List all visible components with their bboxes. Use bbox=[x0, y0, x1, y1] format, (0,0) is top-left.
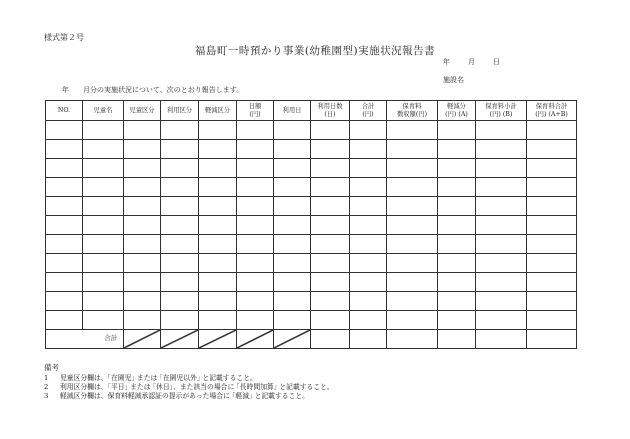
table-cell[interactable] bbox=[387, 292, 438, 311]
column-header-line: 軽減区分 bbox=[204, 106, 231, 114]
table-cell[interactable] bbox=[83, 235, 124, 254]
total-cell[interactable] bbox=[438, 330, 476, 349]
table-cell[interactable] bbox=[83, 216, 124, 235]
table-cell[interactable] bbox=[199, 178, 237, 197]
table-cell[interactable] bbox=[83, 197, 124, 216]
table-cell[interactable] bbox=[387, 311, 438, 330]
table-cell[interactable] bbox=[350, 159, 387, 178]
table-cell[interactable] bbox=[527, 140, 577, 159]
table-cell[interactable] bbox=[311, 292, 350, 311]
table-row bbox=[46, 311, 577, 330]
table-cell[interactable] bbox=[274, 121, 311, 140]
table-cell[interactable] bbox=[527, 273, 577, 292]
table-cell[interactable] bbox=[274, 273, 311, 292]
table-cell[interactable] bbox=[438, 121, 476, 140]
table-cell[interactable] bbox=[350, 273, 387, 292]
table-cell[interactable] bbox=[438, 178, 476, 197]
table-cell[interactable] bbox=[124, 254, 161, 273]
table-cell[interactable] bbox=[83, 254, 124, 273]
date-month-label: 月 bbox=[468, 58, 475, 66]
table-cell[interactable] bbox=[237, 311, 274, 330]
table-cell[interactable] bbox=[274, 197, 311, 216]
table-cell[interactable] bbox=[476, 216, 527, 235]
table-cell[interactable] bbox=[527, 292, 577, 311]
diagonal-slash-cell bbox=[274, 330, 311, 349]
table-cell[interactable] bbox=[124, 292, 161, 311]
table-cell[interactable] bbox=[350, 216, 387, 235]
column-header bbox=[274, 101, 311, 121]
table-cell[interactable] bbox=[438, 216, 476, 235]
table-cell[interactable] bbox=[387, 216, 438, 235]
table-row bbox=[46, 197, 577, 216]
table-cell[interactable] bbox=[46, 273, 83, 292]
table-cell[interactable] bbox=[161, 292, 199, 311]
diagonal-slash-cell bbox=[199, 330, 237, 349]
column-header-line: (円) bbox=[362, 110, 374, 118]
table-cell[interactable] bbox=[199, 292, 237, 311]
table-cell[interactable] bbox=[237, 140, 274, 159]
notes-title: 備考 bbox=[44, 363, 59, 372]
table-cell[interactable] bbox=[274, 235, 311, 254]
table-cell[interactable] bbox=[46, 311, 83, 330]
table-cell[interactable] bbox=[476, 121, 527, 140]
table-cell[interactable] bbox=[124, 121, 161, 140]
column-header bbox=[527, 101, 577, 121]
table-cell[interactable] bbox=[274, 311, 311, 330]
report-date bbox=[443, 57, 500, 67]
form-number: 様式第２号 bbox=[44, 33, 84, 42]
table-cell[interactable] bbox=[311, 159, 350, 178]
table-row bbox=[46, 178, 577, 197]
table-cell[interactable] bbox=[124, 159, 161, 178]
table-cell[interactable] bbox=[199, 311, 237, 330]
table-cell[interactable] bbox=[161, 197, 199, 216]
column-header-line: 徴収額(円) bbox=[396, 110, 428, 118]
table-cell[interactable] bbox=[83, 311, 124, 330]
diagonal-slash-cell bbox=[124, 330, 161, 349]
table-cell[interactable] bbox=[83, 178, 124, 197]
column-header-line: 合計 bbox=[361, 102, 375, 110]
table-cell[interactable] bbox=[274, 292, 311, 311]
note-text: 軽減区分欄は、保育料軽減承認証の提示があった場合に ｢軽減｣ と記載すること。 bbox=[60, 392, 309, 400]
table-cell[interactable] bbox=[274, 254, 311, 273]
table-cell[interactable] bbox=[438, 159, 476, 178]
table-cell[interactable] bbox=[387, 178, 438, 197]
table-header-row bbox=[46, 101, 577, 121]
diagonal-slash-cell bbox=[161, 330, 199, 349]
column-header-line: 利用区分 bbox=[166, 106, 193, 114]
table-cell[interactable] bbox=[311, 254, 350, 273]
column-header-line: 保育料 bbox=[402, 102, 422, 110]
note-number: 3 bbox=[44, 392, 49, 400]
table-cell[interactable] bbox=[387, 140, 438, 159]
table-cell[interactable] bbox=[199, 159, 237, 178]
table-cell[interactable] bbox=[237, 178, 274, 197]
total-cell[interactable] bbox=[350, 330, 387, 349]
table-cell[interactable] bbox=[124, 178, 161, 197]
table-cell[interactable] bbox=[161, 140, 199, 159]
table-cell[interactable] bbox=[46, 121, 83, 140]
column-header bbox=[161, 101, 199, 121]
column-header-line: 児童区分 bbox=[129, 106, 155, 114]
table-cell[interactable] bbox=[161, 235, 199, 254]
table-cell[interactable] bbox=[46, 197, 83, 216]
table-cell[interactable] bbox=[387, 159, 438, 178]
table-cell[interactable] bbox=[237, 235, 274, 254]
table-cell[interactable] bbox=[476, 292, 527, 311]
total-cell[interactable] bbox=[387, 330, 438, 349]
table-cell[interactable] bbox=[199, 197, 237, 216]
table-cell[interactable] bbox=[527, 121, 577, 140]
table-cell[interactable] bbox=[46, 216, 83, 235]
table-cell[interactable] bbox=[83, 159, 124, 178]
table-row bbox=[46, 273, 577, 292]
table-cell[interactable] bbox=[476, 159, 527, 178]
table-cell[interactable] bbox=[350, 140, 387, 159]
table-row bbox=[46, 235, 577, 254]
table-cell[interactable] bbox=[46, 292, 83, 311]
table-cell[interactable] bbox=[161, 159, 199, 178]
table-cell[interactable] bbox=[237, 254, 274, 273]
table-row bbox=[46, 292, 577, 311]
table-cell[interactable] bbox=[46, 178, 83, 197]
table-cell[interactable] bbox=[274, 159, 311, 178]
column-header-line: 保育料合計 bbox=[535, 102, 568, 110]
column-header-line: (日) bbox=[324, 110, 336, 118]
table-cell[interactable] bbox=[476, 178, 527, 197]
table-cell[interactable] bbox=[350, 197, 387, 216]
table-cell[interactable] bbox=[476, 235, 527, 254]
total-label: 合計 bbox=[46, 330, 124, 349]
table-cell[interactable] bbox=[311, 273, 350, 292]
table-cell[interactable] bbox=[387, 197, 438, 216]
table-cell[interactable] bbox=[161, 216, 199, 235]
table-cell[interactable] bbox=[438, 140, 476, 159]
table-cell[interactable] bbox=[161, 254, 199, 273]
column-header-line: (円) bbox=[249, 110, 261, 118]
column-header-line: (円) (B) bbox=[489, 110, 513, 118]
table-cell[interactable] bbox=[83, 140, 124, 159]
table-cell[interactable] bbox=[124, 273, 161, 292]
table-cell[interactable] bbox=[46, 254, 83, 273]
table-cell[interactable] bbox=[83, 273, 124, 292]
table-cell[interactable] bbox=[199, 216, 237, 235]
table-cell[interactable] bbox=[161, 178, 199, 197]
table-cell[interactable] bbox=[527, 311, 577, 330]
table-cell[interactable] bbox=[438, 254, 476, 273]
column-header bbox=[199, 101, 237, 121]
column-header bbox=[46, 101, 83, 121]
table-cell[interactable] bbox=[527, 216, 577, 235]
table-cell[interactable] bbox=[237, 292, 274, 311]
table-cell[interactable] bbox=[237, 273, 274, 292]
table-cell[interactable] bbox=[476, 254, 527, 273]
table-cell[interactable] bbox=[311, 121, 350, 140]
table-cell[interactable] bbox=[161, 273, 199, 292]
table-cell[interactable] bbox=[438, 311, 476, 330]
table-cell[interactable] bbox=[350, 292, 387, 311]
note-text: 利用区分欄は、｢平日｣ または ｢休日｣、また該当の場合に ｢長時間加算｣ と記載すること。 bbox=[60, 383, 334, 391]
table-cell[interactable] bbox=[438, 273, 476, 292]
note-item bbox=[44, 390, 309, 400]
column-header bbox=[83, 101, 124, 121]
table-cell[interactable] bbox=[527, 254, 577, 273]
total-cell[interactable] bbox=[476, 330, 527, 349]
column-header-line: 日額 bbox=[248, 102, 262, 110]
table-cell[interactable] bbox=[274, 140, 311, 159]
table-cell[interactable] bbox=[46, 159, 83, 178]
note-number: 1 bbox=[44, 374, 49, 382]
report-title: 福島町一時預かり事業(幼稚園型)実施状況報告書 bbox=[194, 45, 436, 57]
table-cell[interactable] bbox=[83, 121, 124, 140]
table-cell[interactable] bbox=[46, 235, 83, 254]
table-row bbox=[46, 140, 577, 159]
note-number: 2 bbox=[44, 383, 49, 391]
table-cell[interactable] bbox=[476, 140, 527, 159]
table-cell[interactable] bbox=[237, 121, 274, 140]
column-header-line: (円) (A) bbox=[445, 110, 468, 118]
column-header bbox=[387, 101, 438, 121]
table-cell[interactable] bbox=[350, 178, 387, 197]
column-header bbox=[124, 101, 161, 121]
table-cell[interactable] bbox=[199, 273, 237, 292]
table-cell[interactable] bbox=[199, 254, 237, 273]
table-cell[interactable] bbox=[311, 311, 350, 330]
table-cell[interactable] bbox=[476, 273, 527, 292]
column-header-line: (円) (A+B) bbox=[535, 110, 568, 118]
table-cell[interactable] bbox=[237, 216, 274, 235]
table-row bbox=[46, 159, 577, 178]
table-cell[interactable] bbox=[199, 140, 237, 159]
table-cell[interactable] bbox=[274, 178, 311, 197]
table-cell[interactable] bbox=[350, 121, 387, 140]
column-header-line: 利用日 bbox=[282, 106, 302, 114]
table-cell[interactable] bbox=[124, 197, 161, 216]
table-cell[interactable] bbox=[83, 292, 124, 311]
table-cell[interactable] bbox=[124, 140, 161, 159]
table-cell[interactable] bbox=[387, 254, 438, 273]
total-row bbox=[46, 330, 577, 349]
table-cell[interactable] bbox=[311, 178, 350, 197]
table-cell[interactable] bbox=[387, 235, 438, 254]
table-cell[interactable] bbox=[311, 216, 350, 235]
table-cell[interactable] bbox=[237, 159, 274, 178]
column-header-line: 児童名 bbox=[93, 106, 113, 114]
table-cell[interactable] bbox=[199, 235, 237, 254]
column-header-line: 利用日数 bbox=[317, 102, 343, 110]
table-cell[interactable] bbox=[476, 311, 527, 330]
table-cell[interactable] bbox=[438, 292, 476, 311]
table-cell[interactable] bbox=[387, 121, 438, 140]
table-cell[interactable] bbox=[350, 235, 387, 254]
total-cell[interactable] bbox=[527, 330, 577, 349]
column-header-line: NO. bbox=[57, 106, 71, 114]
table-cell[interactable] bbox=[311, 235, 350, 254]
intro-text: 年 月分の実施状況について、次のとおり報告します。 bbox=[62, 86, 244, 94]
table-cell[interactable] bbox=[274, 216, 311, 235]
table-cell[interactable] bbox=[527, 197, 577, 216]
table-row bbox=[46, 254, 577, 273]
table-cell[interactable] bbox=[438, 197, 476, 216]
table-cell[interactable] bbox=[237, 197, 274, 216]
column-header-line: 保育料小計 bbox=[485, 102, 517, 110]
table-cell[interactable] bbox=[527, 178, 577, 197]
table-cell[interactable] bbox=[124, 311, 161, 330]
facility-name-label: 施設名 bbox=[443, 76, 464, 84]
table-cell[interactable] bbox=[387, 273, 438, 292]
table-cell[interactable] bbox=[438, 235, 476, 254]
table-cell[interactable] bbox=[311, 197, 350, 216]
table-cell[interactable] bbox=[350, 254, 387, 273]
table-cell[interactable] bbox=[311, 140, 350, 159]
table-row bbox=[46, 216, 577, 235]
column-header bbox=[438, 101, 476, 121]
table-cell[interactable] bbox=[199, 121, 237, 140]
report-table bbox=[45, 100, 577, 349]
date-day-label: 日 bbox=[493, 58, 500, 66]
table-cell[interactable] bbox=[161, 311, 199, 330]
diagonal-slash-cell bbox=[237, 330, 274, 349]
date-year-label: 年 bbox=[443, 58, 450, 66]
column-header bbox=[311, 101, 350, 121]
note-text: 児童区分欄は、｢在園児｣ または ｢在園児以外｣ と記載すること。 bbox=[60, 374, 257, 382]
table-cell[interactable] bbox=[124, 216, 161, 235]
total-cell[interactable] bbox=[311, 330, 350, 349]
table-cell[interactable] bbox=[527, 235, 577, 254]
table-cell[interactable] bbox=[476, 197, 527, 216]
table-cell[interactable] bbox=[124, 235, 161, 254]
column-header bbox=[350, 101, 387, 121]
table-row bbox=[46, 121, 577, 140]
table-cell[interactable] bbox=[527, 159, 577, 178]
table-cell[interactable] bbox=[46, 140, 83, 159]
column-header bbox=[476, 101, 527, 121]
column-header bbox=[237, 101, 274, 121]
table-cell[interactable] bbox=[161, 121, 199, 140]
table-cell[interactable] bbox=[350, 311, 387, 330]
column-header-line: 軽減分 bbox=[447, 102, 466, 110]
